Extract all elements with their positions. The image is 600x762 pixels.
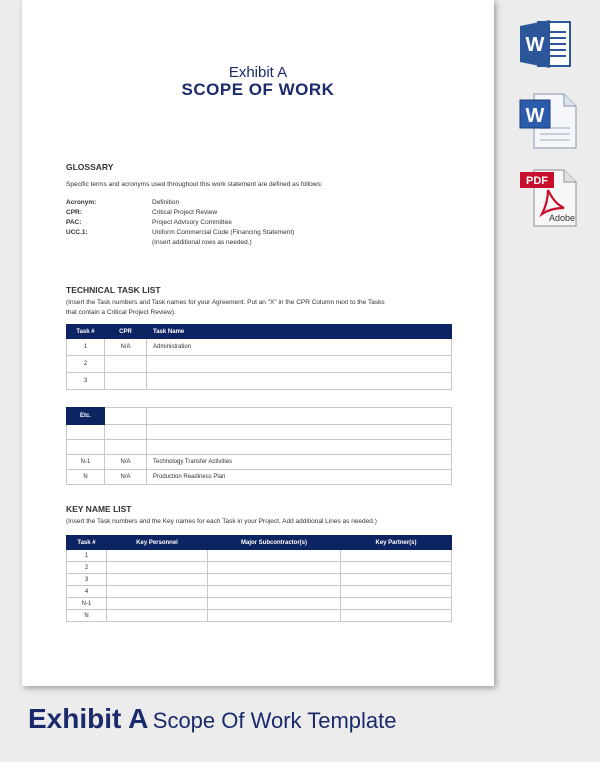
task-table-header: [67, 325, 452, 339]
task-number: 2: [67, 356, 105, 373]
task-number: N-1: [67, 455, 105, 470]
task-number: 3: [67, 373, 105, 390]
task-list-heading: TECHNICAL TASK LIST: [66, 285, 161, 295]
empty-cell: [208, 562, 341, 574]
table-row: [67, 562, 452, 574]
task-table: [66, 324, 452, 390]
empty-cell: [107, 574, 208, 586]
empty-cell: [67, 425, 105, 440]
empty-cell: [107, 562, 208, 574]
key-name-table: [66, 535, 452, 622]
glossary-term: CPR:: [66, 209, 82, 216]
empty-cell: [107, 550, 208, 562]
empty-cell: [208, 598, 341, 610]
glossary-definition: Critical Project Review: [152, 209, 218, 216]
word-doc-download-icon[interactable]: [518, 92, 580, 155]
header-key-personnel: Key Personnel: [107, 536, 208, 550]
empty-cell: [208, 586, 341, 598]
key-name-list-intro: (Insert the Task numbers and the Key names for each Task in your Project. Add additional Lines as needed.): [66, 518, 377, 525]
glossary-list: [66, 198, 366, 248]
pdf-icon-label: PDF: [526, 175, 548, 187]
document-page: [22, 0, 494, 686]
task-name: [147, 373, 452, 390]
empty-cell: [105, 440, 147, 455]
table-row: [67, 356, 452, 373]
table-row: [67, 408, 452, 425]
task-cpr: [105, 373, 147, 390]
table-row: [67, 440, 452, 455]
task-table-continued: [66, 407, 452, 485]
empty-cell: [341, 610, 452, 622]
task-list-intro-line1: (Insert the Task numbers and Task names for your Agreement. Put an "X" in the CPR Column next to the Tasks: [66, 299, 385, 306]
document-title: SCOPE OF WORK: [181, 80, 335, 99]
header-task-number: Task #: [67, 536, 107, 550]
footer-title-rest: Scope Of Work Template: [152, 708, 397, 733]
table-row: [67, 598, 452, 610]
empty-cell: [107, 610, 208, 622]
table-row: [67, 339, 452, 356]
task-list-intro-line2: that contain a Critical Project Review).: [66, 309, 176, 316]
table-row: [67, 610, 452, 622]
empty-cell: [341, 586, 452, 598]
table-row: [67, 550, 452, 562]
task-number: N: [67, 470, 105, 485]
key-task-number: N-1: [67, 598, 107, 610]
table-row: [67, 455, 452, 470]
empty-cell: [208, 550, 341, 562]
glossary-intro: Specific terms and acronyms used throughout this work statement are defined as follows:: [66, 181, 323, 188]
empty-cell: [341, 598, 452, 610]
glossary-heading: GLOSSARY: [66, 162, 114, 172]
word-icon-letter: W: [525, 34, 545, 56]
task-cpr: N/A: [105, 470, 147, 485]
empty-cell: [107, 586, 208, 598]
task-cpr: N/A: [105, 455, 147, 470]
glossary-term-row: [66, 198, 366, 208]
task-name: [147, 356, 452, 373]
glossary-term-row: [66, 208, 366, 218]
pdf-download-icon[interactable]: [518, 168, 580, 233]
adobe-icon-label: Adobe: [548, 213, 576, 223]
table-row: [67, 586, 452, 598]
key-task-number: 1: [67, 550, 107, 562]
empty-cell: [105, 408, 147, 425]
table-row: [67, 373, 452, 390]
key-name-list-heading: KEY NAME LIST: [66, 504, 132, 514]
empty-cell: [147, 408, 452, 425]
exhibit-label: Exhibit A: [228, 64, 288, 81]
task-cpr: N/A: [105, 339, 147, 356]
task-cpr: [105, 356, 147, 373]
empty-cell: [208, 574, 341, 586]
table-row: [67, 470, 452, 485]
table-row: [67, 574, 452, 586]
glossary-definition: Project Advisory Committee: [152, 219, 232, 226]
key-name-table-header: [67, 536, 452, 550]
empty-cell: [107, 598, 208, 610]
glossary-term: UCC.1:: [66, 229, 88, 236]
key-task-number: 4: [67, 586, 107, 598]
glossary-term: PAC:: [66, 219, 82, 226]
empty-cell: [67, 440, 105, 455]
table-row: [67, 425, 452, 440]
footer-title: [28, 703, 397, 735]
glossary-note-row: [66, 238, 366, 248]
header-cpr: CPR: [105, 325, 147, 339]
empty-cell: [208, 610, 341, 622]
task-name: Administration: [147, 339, 452, 356]
task-name: Technology Transfer Activities: [147, 455, 452, 470]
task-number: 1: [67, 339, 105, 356]
empty-cell: [105, 425, 147, 440]
word-doc-icon-letter: W: [525, 105, 545, 127]
header-etc: Etc.: [67, 408, 105, 425]
key-task-number: 3: [67, 574, 107, 586]
empty-cell: [147, 440, 452, 455]
glossary-term: Acronym:: [66, 199, 97, 206]
empty-cell: [341, 562, 452, 574]
header-key-partners: Key Partner(s): [341, 536, 452, 550]
empty-cell: [341, 550, 452, 562]
glossary-definition: Uniform Commercial Code (Financing Statement): [152, 229, 295, 236]
glossary-definition: Definition: [152, 199, 180, 206]
header-major-subcontractors: Major Subcontractor(s): [208, 536, 341, 550]
task-name: Production Readiness Plan: [147, 470, 452, 485]
glossary-note: (Insert additional rows as needed.): [152, 239, 252, 246]
key-task-number: N: [67, 610, 107, 622]
footer-title-bold: Exhibit A: [28, 703, 149, 734]
empty-cell: [147, 425, 452, 440]
header-task-name: Task Name: [147, 325, 452, 339]
glossary-term-row: [66, 228, 366, 238]
word-download-icon[interactable]: [518, 16, 574, 77]
header-task-number: Task #: [67, 325, 105, 339]
glossary-term-row: [66, 218, 366, 228]
empty-cell: [341, 574, 452, 586]
key-task-number: 2: [67, 562, 107, 574]
